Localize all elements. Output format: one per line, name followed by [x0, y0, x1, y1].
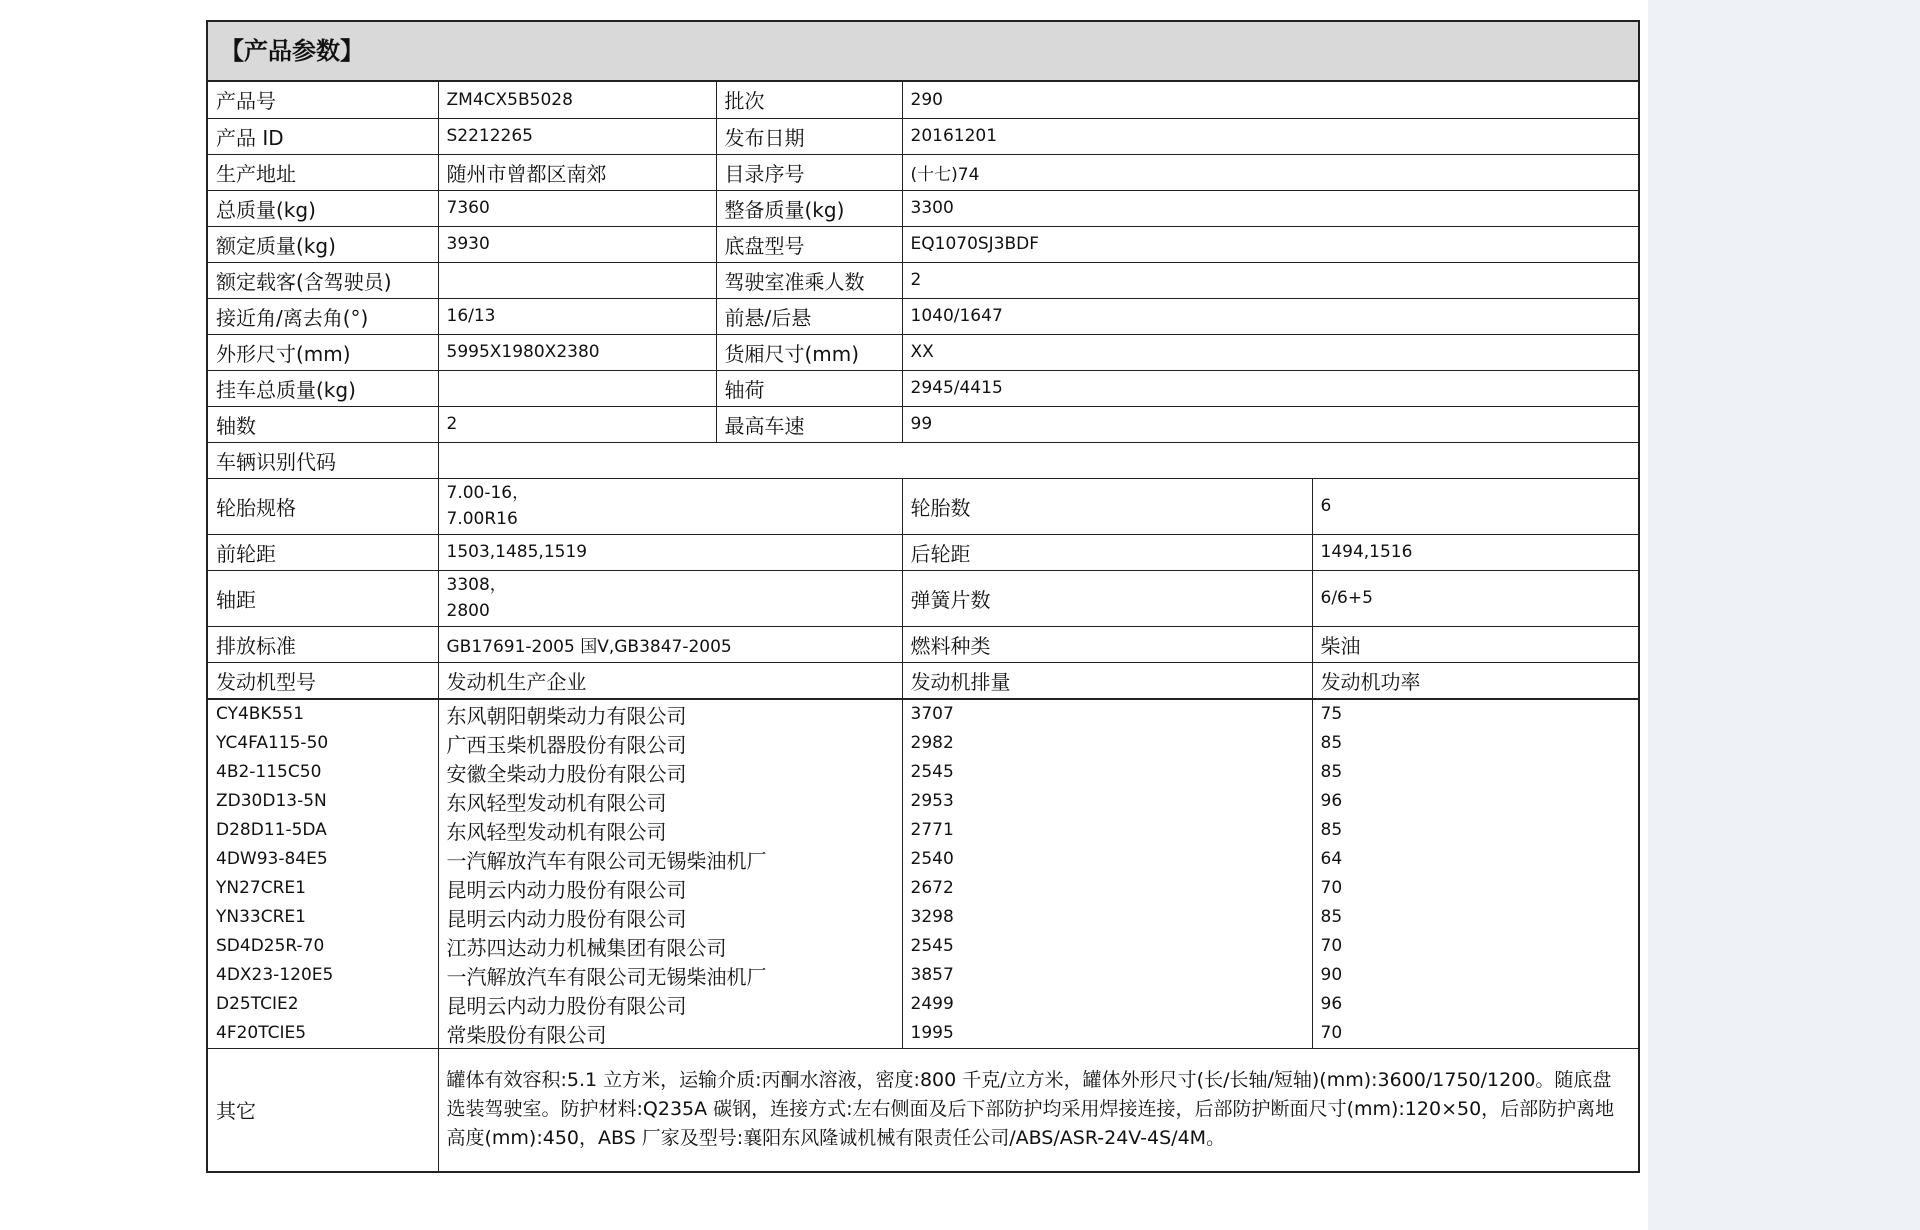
- engine-model: 4DX23-120E5: [208, 961, 438, 990]
- engine-maker: 安徽全柴动力股份有限公司: [438, 758, 902, 787]
- param-value: 6: [1312, 478, 1638, 534]
- param-value: 99: [902, 406, 1638, 442]
- param-value: 5995X1980X2380: [438, 334, 716, 370]
- param-label: 底盘型号: [716, 226, 902, 262]
- engine-displacement: 2545: [902, 758, 1312, 787]
- engine-maker: 广西玉柴机器股份有限公司: [438, 729, 902, 758]
- engine-power: 96: [1312, 787, 1638, 816]
- engine-displacement: 3707: [902, 699, 1312, 729]
- other-text: 罐体有效容积:5.1 立方米，运输介质:丙酮水溶液，密度:800 千克/立方米，罐体外形尺寸(长/长轴/短轴)(mm):3600/1750/1200。随底盘选装驾驶室。防护材料:Q235A 碳钢，连接方式:左右侧面及后下部防护均采用焊接连接，后部防护断面尺寸(mm):120×50，后部防护离地高度(mm):450，ABS 厂家及型号:襄阳东风隆诚机械有限责任公司/ABS/ASR-24V-4S/4M。: [438, 1048, 1638, 1171]
- param-label: 轴距: [208, 570, 438, 626]
- section-title: 【产品参数】: [208, 22, 1638, 82]
- param-value: 16/13: [438, 298, 716, 334]
- engine-model: YN27CRE1: [208, 874, 438, 903]
- table-row: [208, 932, 1638, 961]
- param-value: (十七)74: [902, 154, 1638, 190]
- param-label: 轮胎规格: [208, 478, 438, 534]
- table-row: [208, 190, 1638, 226]
- param-value: [438, 262, 716, 298]
- table-row: [208, 370, 1638, 406]
- table-row: [208, 1048, 1638, 1171]
- product-params-sheet: [206, 20, 1640, 1173]
- param-value: GB17691-2005 国Ⅴ,GB3847-2005: [438, 626, 902, 662]
- param-value: 20161201: [902, 118, 1638, 154]
- engine-displacement: 3857: [902, 961, 1312, 990]
- param-label: 目录序号: [716, 154, 902, 190]
- param-label: 弹簧片数: [902, 570, 1312, 626]
- table-row: [208, 626, 1638, 662]
- table-row: [208, 534, 1638, 570]
- engine-model: D25TCIE2: [208, 990, 438, 1019]
- engine-model: 4DW93-84E5: [208, 845, 438, 874]
- engine-maker: 一汽解放汽车有限公司无锡柴油机厂: [438, 961, 902, 990]
- engine-model: 4F20TCIE5: [208, 1019, 438, 1048]
- params-table: [208, 82, 1638, 699]
- param-label: 整备质量(kg): [716, 190, 902, 226]
- engine-header: 发动机生产企业: [438, 662, 902, 698]
- param-value: 7360: [438, 190, 716, 226]
- engine-maker: 昆明云内动力股份有限公司: [438, 990, 902, 1019]
- engine-maker: 江苏四达动力机械集团有限公司: [438, 932, 902, 961]
- engine-power: 96: [1312, 990, 1638, 1019]
- engine-header: 发动机排量: [902, 662, 1312, 698]
- param-label: 最高车速: [716, 406, 902, 442]
- param-label: 额定载客(含驾驶员): [208, 262, 438, 298]
- param-value: 6/6+5: [1312, 570, 1638, 626]
- param-label: 前轮距: [208, 534, 438, 570]
- param-value: 1503,1485,1519: [438, 534, 902, 570]
- table-row: [208, 758, 1638, 787]
- table-row: [208, 334, 1638, 370]
- param-value: 3300: [902, 190, 1638, 226]
- table-row: [208, 570, 1638, 626]
- param-label: 生产地址: [208, 154, 438, 190]
- tire-spec-line: 7.00-16，: [446, 483, 530, 503]
- param-value: ZM4CX5B5028: [438, 82, 716, 118]
- table-row: [208, 406, 1638, 442]
- table-row: [208, 990, 1638, 1019]
- engine-displacement: 2982: [902, 729, 1312, 758]
- table-row: [208, 816, 1638, 845]
- wheelbase-line: 3308，: [446, 575, 507, 595]
- engine-maker: 一汽解放汽车有限公司无锡柴油机厂: [438, 845, 902, 874]
- table-row: [208, 874, 1638, 903]
- table-row: [208, 442, 1638, 478]
- engine-power: 75: [1312, 699, 1638, 729]
- engine-displacement: 1995: [902, 1019, 1312, 1048]
- param-value: [438, 442, 1638, 478]
- engine-power: 70: [1312, 1019, 1638, 1048]
- table-row: [208, 961, 1638, 990]
- engine-displacement: 2953: [902, 787, 1312, 816]
- engine-maker: 东风朝阳朝柴动力有限公司: [438, 699, 902, 729]
- param-value: 2: [438, 406, 716, 442]
- table-row: [208, 1019, 1638, 1048]
- table-row: [208, 154, 1638, 190]
- param-label: 接近角/离去角(°): [208, 298, 438, 334]
- engine-power: 85: [1312, 758, 1638, 787]
- table-row: [208, 226, 1638, 262]
- engine-displacement: 2545: [902, 932, 1312, 961]
- engine-power: 85: [1312, 729, 1638, 758]
- table-row: [208, 845, 1638, 874]
- engine-model: YC4FA115-50: [208, 729, 438, 758]
- engine-displacement: 2499: [902, 990, 1312, 1019]
- table-row: [208, 903, 1638, 932]
- table-row: [208, 82, 1638, 118]
- other-label: 其它: [208, 1048, 438, 1171]
- param-value: [438, 478, 902, 534]
- param-value: 柴油: [1312, 626, 1638, 662]
- wheelbase-line: 2800: [446, 601, 490, 621]
- table-row: [208, 787, 1638, 816]
- engine-table: [208, 699, 1638, 1048]
- table-row: [208, 729, 1638, 758]
- engine-power: 70: [1312, 932, 1638, 961]
- param-label: 驾驶室准乘人数: [716, 262, 902, 298]
- tire-spec-line: 7.00R16: [446, 509, 518, 529]
- engine-header: 发动机型号: [208, 662, 438, 698]
- param-label: 批次: [716, 82, 902, 118]
- param-value: [438, 370, 716, 406]
- param-label: 轴荷: [716, 370, 902, 406]
- engine-displacement: 3298: [902, 903, 1312, 932]
- param-value: S2212265: [438, 118, 716, 154]
- param-value: EQ1070SJ3BDF: [902, 226, 1638, 262]
- engine-model: D28D11-5DA: [208, 816, 438, 845]
- table-row: [208, 298, 1638, 334]
- param-label: 额定质量(kg): [208, 226, 438, 262]
- param-label: 外形尺寸(mm): [208, 334, 438, 370]
- engine-model: ZD30D13-5N: [208, 787, 438, 816]
- param-value: 290: [902, 82, 1638, 118]
- table-row: [208, 699, 1638, 729]
- engine-power: 64: [1312, 845, 1638, 874]
- param-label: 总质量(kg): [208, 190, 438, 226]
- param-value: XX: [902, 334, 1638, 370]
- engine-power: 85: [1312, 903, 1638, 932]
- engine-rows: [208, 699, 1638, 1048]
- engine-maker: 常柴股份有限公司: [438, 1019, 902, 1048]
- param-value: [438, 570, 902, 626]
- param-value: 1494,1516: [1312, 534, 1638, 570]
- param-label: 排放标准: [208, 626, 438, 662]
- engine-displacement: 2771: [902, 816, 1312, 845]
- engine-maker: 昆明云内动力股份有限公司: [438, 903, 902, 932]
- engine-model: YN33CRE1: [208, 903, 438, 932]
- engine-maker: 昆明云内动力股份有限公司: [438, 874, 902, 903]
- engine-displacement: 2672: [902, 874, 1312, 903]
- engine-maker: 东风轻型发动机有限公司: [438, 816, 902, 845]
- engine-power: 90: [1312, 961, 1638, 990]
- param-label: 后轮距: [902, 534, 1312, 570]
- param-value: 随州市曾都区南郊: [438, 154, 716, 190]
- engine-maker: 东风轻型发动机有限公司: [438, 787, 902, 816]
- param-label: 货厢尺寸(mm): [716, 334, 902, 370]
- param-label: 前悬/后悬: [716, 298, 902, 334]
- param-label: 燃料种类: [902, 626, 1312, 662]
- engine-header-row: [208, 662, 1638, 698]
- param-value: 2945/4415: [902, 370, 1638, 406]
- engine-model: SD4D25R-70: [208, 932, 438, 961]
- param-label: 车辆识别代码: [208, 442, 438, 478]
- param-label: 挂车总质量(kg): [208, 370, 438, 406]
- engine-power: 70: [1312, 874, 1638, 903]
- engine-model: CY4BK551: [208, 699, 438, 729]
- param-label: 产品号: [208, 82, 438, 118]
- param-value: 3930: [438, 226, 716, 262]
- param-value: 1040/1647: [902, 298, 1638, 334]
- param-label: 产品 ID: [208, 118, 438, 154]
- table-row: [208, 478, 1638, 534]
- engine-displacement: 2540: [902, 845, 1312, 874]
- other-table: [208, 1048, 1638, 1171]
- engine-header: 发动机功率: [1312, 662, 1638, 698]
- engine-model: 4B2-115C50: [208, 758, 438, 787]
- param-label: 轴数: [208, 406, 438, 442]
- param-value: 2: [902, 262, 1638, 298]
- table-row: [208, 118, 1638, 154]
- param-label: 轮胎数: [902, 478, 1312, 534]
- param-label: 发布日期: [716, 118, 902, 154]
- engine-power: 85: [1312, 816, 1638, 845]
- table-row: [208, 262, 1638, 298]
